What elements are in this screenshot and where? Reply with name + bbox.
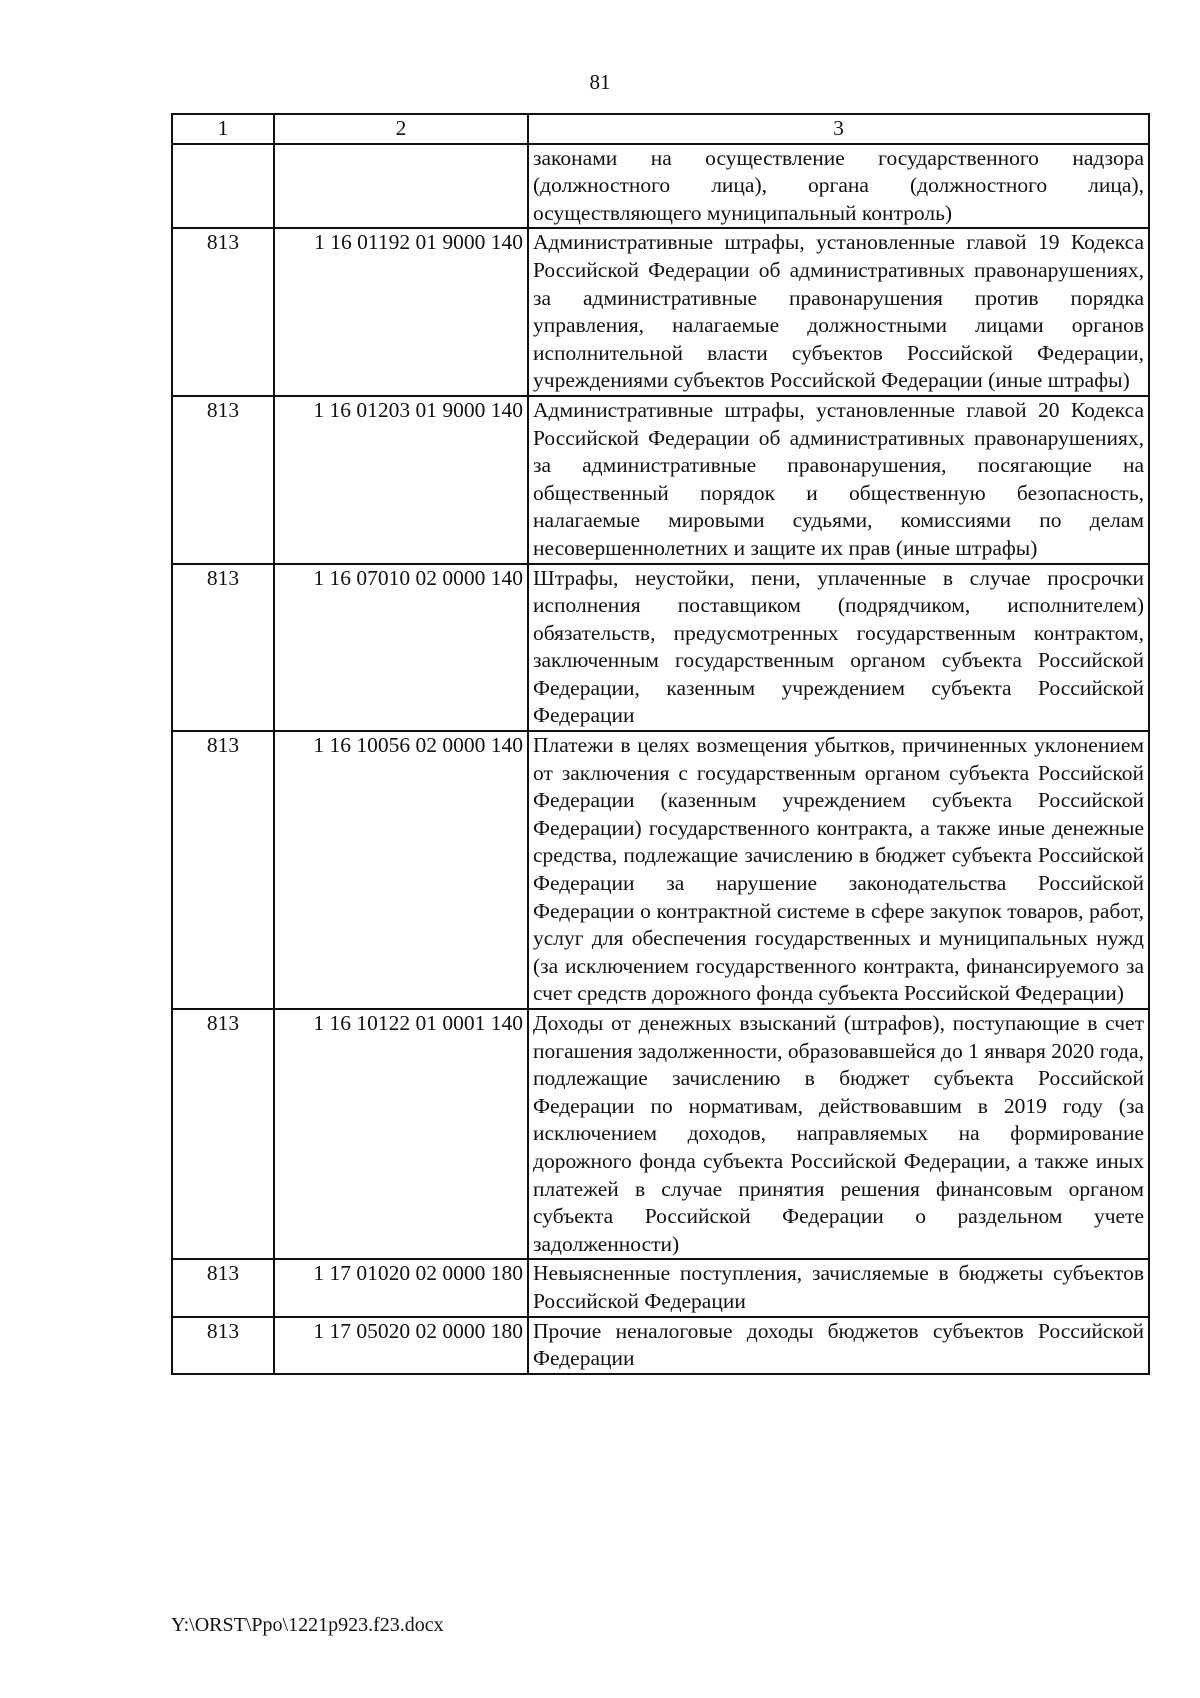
- table-row: [172, 564, 1149, 732]
- table-row: [172, 396, 1149, 564]
- table-row: [172, 1259, 1149, 1316]
- admin-code-cell: 813: [172, 1259, 274, 1316]
- revenue-code-cell: 1 16 01192 01 9000 140: [274, 228, 528, 396]
- table-row: [172, 731, 1149, 1009]
- table-row: [172, 228, 1149, 396]
- admin-code-cell: [172, 144, 274, 229]
- revenue-code-cell: 1 16 10056 02 0000 140: [274, 731, 528, 1009]
- revenue-code-cell: 1 16 01203 01 9000 140: [274, 396, 528, 564]
- column-header-2: 2: [274, 114, 528, 144]
- description-cell: Штрафы, неустойки, пени, уплаченные в случае просрочки исполнения поставщиком (подрядчиком, исполнителем) обязательств, предусмотренных государственным контрактом, заключенным государственным органом субъекта Российской Федерации, казенным учреждением субъекта Российской Федерации: [528, 564, 1149, 732]
- description-cell: Невыясненные поступления, зачисляемые в бюджеты субъектов Российской Федерации: [528, 1259, 1149, 1316]
- admin-code-cell: 813: [172, 731, 274, 1009]
- revenue-code-cell: 1 16 07010 02 0000 140: [274, 564, 528, 732]
- table-header-row: [172, 114, 1149, 144]
- admin-code-cell: 813: [172, 564, 274, 732]
- description-cell: Административные штрафы, установленные главой 19 Кодекса Российской Федерации об административных правонарушениях, за административные правонарушения против порядка управления, налагаемые должностными лицами органов исполнительной власти субъектов Российской Федерации, учреждениями субъектов Российской Федерации (иные штрафы): [528, 228, 1149, 396]
- revenue-code-cell: 1 17 05020 02 0000 180: [274, 1317, 528, 1374]
- column-header-3: 3: [528, 114, 1149, 144]
- admin-code-cell: 813: [172, 396, 274, 564]
- revenue-code-cell: 1 16 10122 01 0001 140: [274, 1009, 528, 1259]
- admin-code-cell: 813: [172, 1317, 274, 1374]
- file-path-footer: Y:\ORST\Ppo\1221p923.f23.docx: [171, 1614, 444, 1636]
- table-row: [172, 144, 1149, 229]
- description-cell: Административные штрафы, установленные главой 20 Кодекса Российской Федерации об административных правонарушениях, за административные правонарушения, посягающие на общественный порядок и общественную безопасность, налагаемые мировыми судьями, комиссиями по делам несовершеннолетних и защите их прав (иные штрафы): [528, 396, 1149, 564]
- page-number: 81: [589, 70, 611, 94]
- revenue-code-cell: [274, 144, 528, 229]
- description-cell: Прочие неналоговые доходы бюджетов субъектов Российской Федерации: [528, 1317, 1149, 1374]
- description-cell: Платежи в целях возмещения убытков, причиненных уклонением от заключения с государственным органом субъекта Российской Федерации (казенным учреждением субъекта Российской Федерации) государственного контракта, а также иные денежные средства, подлежащие зачислению в бюджет субъекта Российской Федерации за нарушение законодательства Российской Федерации о контрактной системе в сфере закупок товаров, работ, услуг для обеспечения государственных и муниципальных нужд (за исключением государственного контракта, финансируемого за счет средств дорожного фонда субъекта Российской Федерации): [528, 731, 1149, 1009]
- column-header-1: 1: [172, 114, 274, 144]
- table-row: [172, 1009, 1149, 1259]
- description-cell: законами на осуществление государственного надзора (должностного лица), органа (должностного лица), осуществляющего муниципальный контроль): [528, 144, 1149, 229]
- revenue-codes-table: [171, 113, 1150, 1375]
- table-row: [172, 1317, 1149, 1374]
- admin-code-cell: 813: [172, 1009, 274, 1259]
- description-cell: Доходы от денежных взысканий (штрафов), поступающие в счет погашения задолженности, образовавшейся до 1 января 2020 года, подлежащие зачислению в бюджет субъекта Российской Федерации по нормативам, действовавшим в 2019 году (за исключением доходов, направляемых на формирование дорожного фонда субъекта Российской Федерации, а также иных платежей в случае принятия решения финансовым органом субъекта Российской Федерации о раздельном учете задолженности): [528, 1009, 1149, 1259]
- revenue-code-cell: 1 17 01020 02 0000 180: [274, 1259, 528, 1316]
- admin-code-cell: 813: [172, 228, 274, 396]
